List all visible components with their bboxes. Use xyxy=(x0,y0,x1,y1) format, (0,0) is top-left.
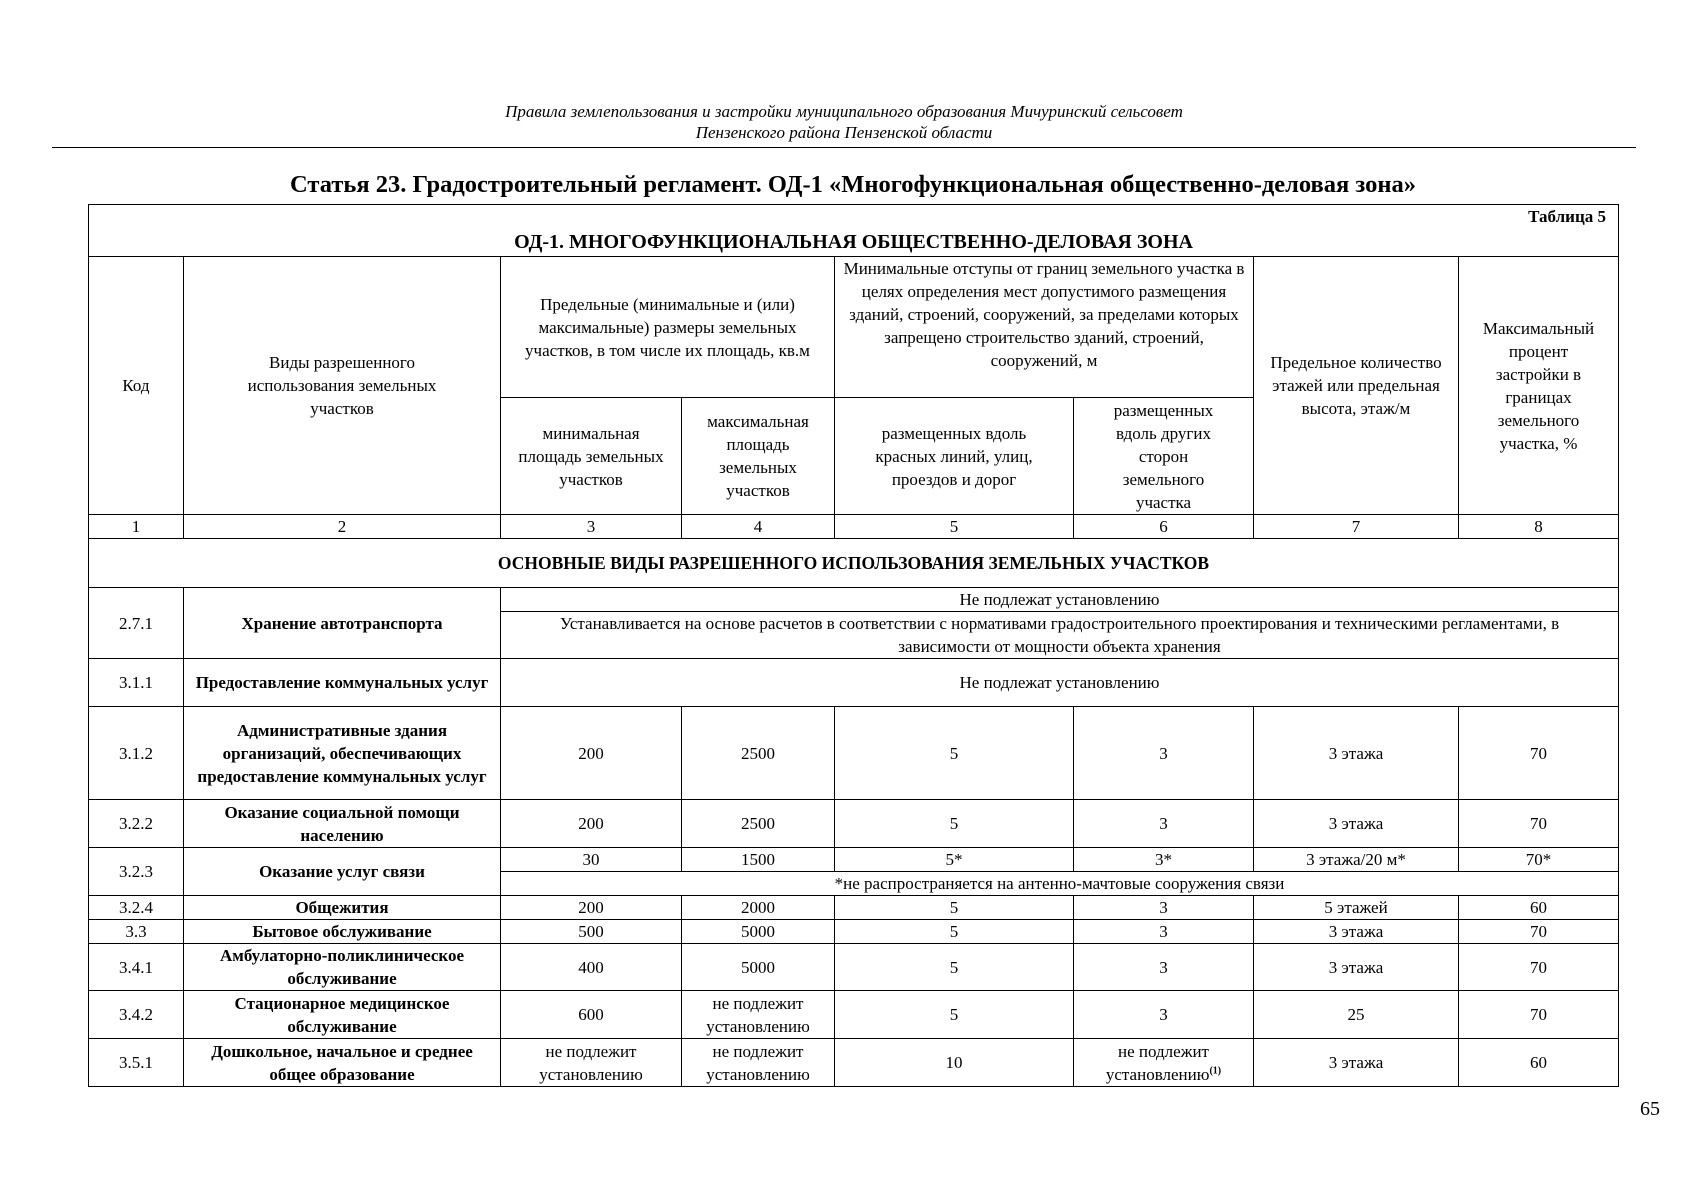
column-number: 8 xyxy=(1459,515,1619,539)
table-row xyxy=(89,800,1619,848)
row-min-area: 200 xyxy=(501,800,682,848)
row-floors: 3 этажа/20 м* xyxy=(1254,848,1459,872)
column-number: 5 xyxy=(835,515,1074,539)
column-number: 7 xyxy=(1254,515,1459,539)
row-min-area: 200 xyxy=(501,896,682,920)
row-use-name: Предоставление коммунальных услуг xyxy=(184,659,501,707)
row-code: 3.3 xyxy=(89,920,184,944)
row-min-area: 400 xyxy=(501,944,682,991)
table-row xyxy=(89,659,1619,707)
column-number: 2 xyxy=(184,515,501,539)
row-use-name: Административные здания организаций, обеспечивающих предоставление коммунальных услуг xyxy=(184,707,501,800)
row-merged-note: Устанавливается на основе расчетов в соответствии с нормативами градостроительного проектирования и техническими регламентами, в зависимости от мощности объекта хранения xyxy=(501,612,1619,659)
row-code: 3.4.1 xyxy=(89,944,184,991)
row-code: 3.5.1 xyxy=(89,1039,184,1087)
row-min-area: 30 xyxy=(501,848,682,872)
row-max-area: не подлежит установлению xyxy=(682,1039,835,1087)
row-use-name: Амбулаторно-поликлиническое обслуживание xyxy=(184,944,501,991)
running-header-line2: Пензенского района Пензенской области xyxy=(695,123,993,142)
row-use-name: Оказание услуг связи xyxy=(184,848,501,896)
row-code: 3.2.3 xyxy=(89,848,184,896)
header-size-group: Предельные (минимальные и (или) максимальные) размеры земельных участков, в том числе их площадь, кв.м xyxy=(501,257,835,398)
footnote-marker: (1) xyxy=(1209,1064,1222,1076)
row-coverage: 70 xyxy=(1459,944,1619,991)
column-numbers-row xyxy=(89,515,1619,539)
header-row-1 xyxy=(89,257,1619,398)
running-header xyxy=(52,101,1636,143)
header-min-area: минимальная площадь земельных участков xyxy=(501,398,682,515)
row-max-area: не подлежит установлению xyxy=(682,991,835,1039)
row-setback-red: 5 xyxy=(835,800,1074,848)
row-use-name: Оказание социальной помощи населению xyxy=(184,800,501,848)
row-use-name: Хранение автотранспорта xyxy=(184,588,501,659)
row-setback-other: 3 xyxy=(1074,707,1254,800)
table-row xyxy=(89,1039,1619,1087)
regulation-table xyxy=(88,204,1619,1087)
row-floors: 3 этажа xyxy=(1254,920,1459,944)
row-min-area: не подлежит установлению xyxy=(501,1039,682,1087)
row-footnote: *не распространяется на антенно-мачтовые сооружения связи xyxy=(501,872,1619,896)
table-row xyxy=(89,896,1619,920)
row-setback-red: 5 xyxy=(835,944,1074,991)
column-number: 6 xyxy=(1074,515,1254,539)
row-coverage: 70 xyxy=(1459,920,1619,944)
article-title: Статья 23. Градостроительный регламент. ОД-1 «Многофункциональная общественно-деловая зона» xyxy=(290,171,1416,198)
row-setback-other: 3 xyxy=(1074,944,1254,991)
header-floors: Предельное количество этажей или предельная высота, этаж/м xyxy=(1254,257,1459,515)
header-code: Код xyxy=(89,257,184,515)
header-setback-red-lines: размещенных вдоль красных линий, улиц, проездов и дорог xyxy=(835,398,1074,515)
row-setback-other: 3 xyxy=(1074,991,1254,1039)
table-row xyxy=(89,944,1619,991)
row-max-area: 2500 xyxy=(682,800,835,848)
row-setback-red: 10 xyxy=(835,1039,1074,1087)
running-header-line1: Правила землепользования и застройки муниципального образования Мичуринский сельсовет xyxy=(505,102,1183,121)
row-min-area: 600 xyxy=(501,991,682,1039)
row-setback-other: 3* xyxy=(1074,848,1254,872)
table-row xyxy=(89,588,1619,612)
header-setback-other: размещенных вдоль других сторон земельного участка xyxy=(1074,398,1254,515)
header-coverage: Максимальный процент застройки в границах земельного участка, % xyxy=(1459,257,1619,515)
row-setback-other: не подлежит установлению xyxy=(1105,1041,1210,1084)
table-number: Таблица 5 xyxy=(1528,207,1607,226)
section-title: ОСНОВНЫЕ ВИДЫ РАЗРЕШЕННОГО ИСПОЛЬЗОВАНИЯ ЗЕМЕЛЬНЫХ УЧАСТКОВ xyxy=(89,539,1619,588)
row-max-area: 5000 xyxy=(682,920,835,944)
row-coverage: 60 xyxy=(1459,896,1619,920)
row-floors: 3 этажа xyxy=(1254,707,1459,800)
row-setback-red: 5 xyxy=(835,991,1074,1039)
row-setback-red: 5 xyxy=(835,896,1074,920)
table-row xyxy=(89,920,1619,944)
section-row xyxy=(89,539,1619,588)
row-merged-value: Не подлежат установлению xyxy=(501,659,1619,707)
row-code: 3.1.1 xyxy=(89,659,184,707)
row-coverage: 70* xyxy=(1459,848,1619,872)
table-title-cell xyxy=(89,205,1619,257)
row-max-area: 5000 xyxy=(682,944,835,991)
row-floors: 3 этажа xyxy=(1254,944,1459,991)
header-use-type: Виды разрешенного использования земельных участков xyxy=(184,257,501,515)
table-row xyxy=(89,991,1619,1039)
row-setback-other: 3 xyxy=(1074,800,1254,848)
row-max-area: 2000 xyxy=(682,896,835,920)
row-max-area: 1500 xyxy=(682,848,835,872)
row-use-name: Бытовое обслуживание xyxy=(184,920,501,944)
row-coverage: 70 xyxy=(1459,991,1619,1039)
row-setback-red: 5 xyxy=(835,920,1074,944)
row-merged-value: Не подлежат установлению xyxy=(501,588,1619,612)
column-number: 1 xyxy=(89,515,184,539)
row-use-name: Стационарное медицинское обслуживание xyxy=(184,991,501,1039)
row-min-area: 500 xyxy=(501,920,682,944)
row-setback-red: 5 xyxy=(835,707,1074,800)
table-title-row xyxy=(89,205,1619,257)
row-max-area: 2500 xyxy=(682,707,835,800)
row-coverage: 70 xyxy=(1459,800,1619,848)
row-floors: 5 этажей xyxy=(1254,896,1459,920)
header-rule xyxy=(52,147,1636,148)
row-coverage: 70 xyxy=(1459,707,1619,800)
row-floors: 3 этажа xyxy=(1254,1039,1459,1087)
row-floors: 3 этажа xyxy=(1254,800,1459,848)
table-row xyxy=(89,848,1619,872)
row-min-area: 200 xyxy=(501,707,682,800)
row-coverage: 60 xyxy=(1459,1039,1619,1087)
row-code: 3.4.2 xyxy=(89,991,184,1039)
row-code: 3.2.4 xyxy=(89,896,184,920)
row-floors: 25 xyxy=(1254,991,1459,1039)
row-code: 2.7.1 xyxy=(89,588,184,659)
row-use-name: Дошкольное, начальное и среднее общее образование xyxy=(184,1039,501,1087)
page-number: 65 xyxy=(1640,1098,1660,1120)
column-number: 4 xyxy=(682,515,835,539)
table-row xyxy=(89,707,1619,800)
column-number: 3 xyxy=(501,515,682,539)
header-max-area: максимальная площадь земельных участков xyxy=(682,398,835,515)
row-setback-other: 3 xyxy=(1074,896,1254,920)
row-code: 3.1.2 xyxy=(89,707,184,800)
row-setback-other-cell xyxy=(1074,1039,1254,1087)
zone-title: ОД-1. МНОГОФУНКЦИОНАЛЬНАЯ ОБЩЕСТВЕННО-ДЕЛОВАЯ ЗОНА xyxy=(514,230,1193,253)
row-setback-red: 5* xyxy=(835,848,1074,872)
row-use-name: Общежития xyxy=(184,896,501,920)
row-code: 3.2.2 xyxy=(89,800,184,848)
header-setback-group: Минимальные отступы от границ земельного участка в целях определения мест допустимого размещения зданий, строений, сооружений, за пределами которых запрещено строительство зданий, строений, сооружений, м xyxy=(835,257,1254,398)
row-setback-other: 3 xyxy=(1074,920,1254,944)
